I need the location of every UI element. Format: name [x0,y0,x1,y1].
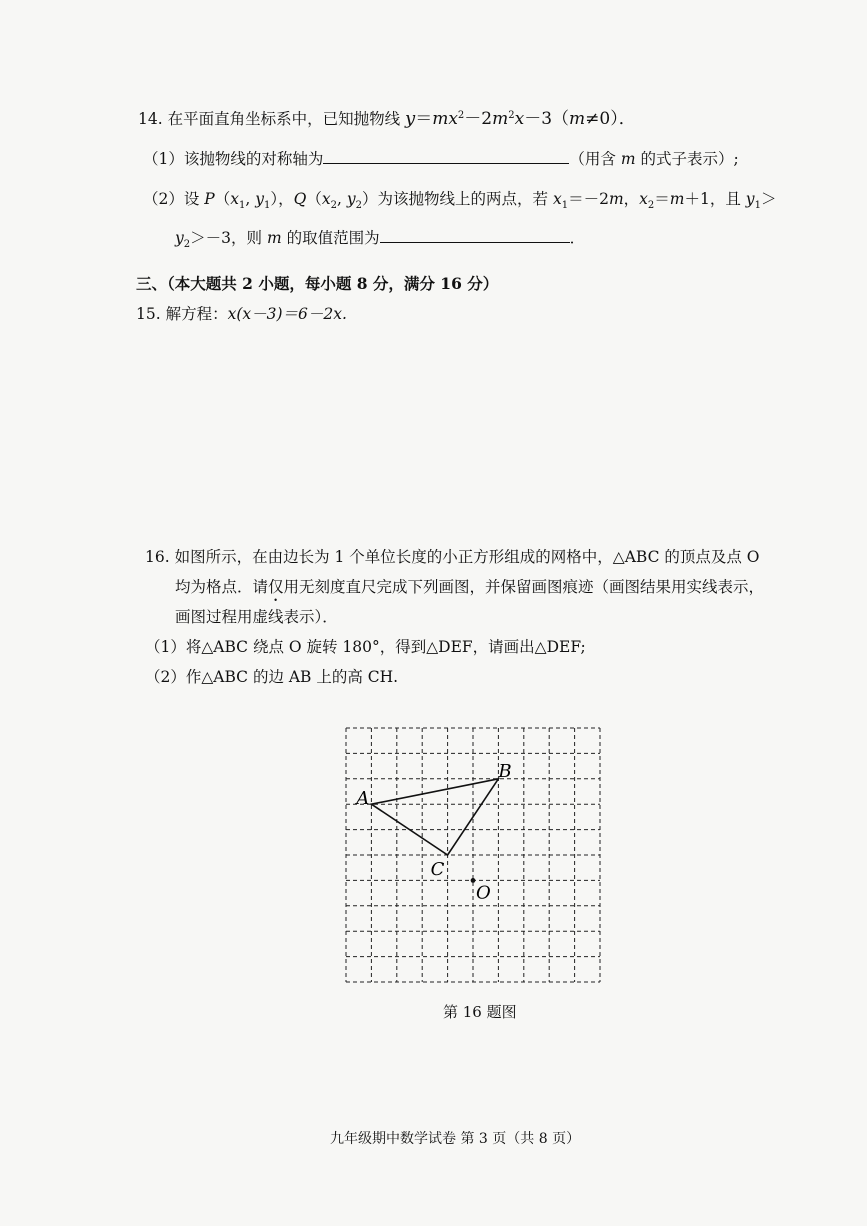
triangle-abc [371,779,498,855]
var: y [745,190,755,208]
t: ＝ [654,190,670,208]
eq-neq: ≠0）． [585,109,636,129]
q14-part1-m: m [620,150,636,168]
eq-m2: m [492,109,509,129]
q16-line1: 16. 如图所示，在由边长为 1 个单位长度的小正方形组成的网格中，△ABC 的顶点及点 O [145,548,760,566]
var: x [639,190,648,208]
point-o-dot [471,878,476,883]
t: （2）设 [143,190,205,208]
q14-part1-label: （1）该抛物线的对称轴为 [143,150,324,168]
q14-stem [138,108,636,130]
q14-part1 [143,148,739,170]
sub: 2 [355,200,362,212]
grid-lines [346,728,600,982]
section-3-title: 三、（本大题共 2 小题，每小题 8 分，满分 16 分） [136,274,499,293]
t: （ [214,190,231,208]
var: m [669,190,685,208]
t: 均为格点．请 [175,578,269,596]
sub: 2 [183,239,191,251]
sub: 1 [754,200,761,212]
q14-part1-suffix-end: 的式子表示）; [635,150,739,168]
eq-x: x [448,109,458,129]
t: （ [306,190,322,208]
point-Q: Q [293,190,307,208]
var: y [346,190,356,208]
var: m [608,190,624,208]
emphasized-char: 仅 [268,578,284,596]
eq-y: y [405,108,416,129]
q16-part1: （1）将△ABC 绕点 O 旋转 180°，得到△DEF，请画出△DEF; [145,638,586,656]
t: ）为该抛物线上的两点，若 [362,190,553,208]
t: ＞ [760,190,777,208]
point-P: P [204,190,215,208]
figure-caption: 第 16 题图 [443,1003,517,1021]
eq-sup2: 2 [508,109,515,121]
q15-equation: x(x－3)＝6－2x. [227,305,347,323]
var: x [321,190,331,208]
t: ＋1，且 [684,190,746,208]
label-a: A [356,788,370,810]
q14-part2-line2 [175,227,585,249]
label-b: B [498,760,512,782]
t: ＝－2 [568,190,609,208]
q16-line3: 画图过程用虚线表示）． [175,608,338,626]
label-o: O [476,882,491,904]
q14-part1-suffix: （用含 [569,150,621,168]
var: x [230,190,239,208]
q15 [136,303,347,325]
label-c: C [430,859,445,880]
grid-figure [340,723,606,991]
answer-blank-1[interactable] [323,149,569,164]
t: 用无刻度直尺完成下列画图，并保留画图痕迹（画图结果用实线表示， [283,578,765,596]
eq-x2: x [514,109,525,129]
q15-prefix: 15. 解方程： [136,305,228,323]
sub: 1 [561,200,569,212]
sub: 2 [647,200,655,212]
t: ＞－3，则 [190,229,267,247]
q16-part2: （2）作△ABC 的边 AB 上的高 CH. [145,668,399,686]
page-footer: 九年级期中数学试卷 第 3 页（共 8 页） [330,1131,581,1147]
eq-minus: －2 [464,109,493,129]
sub: 1 [264,200,271,212]
eq-sup: 2 [457,109,465,121]
eq-m3: m [569,109,586,129]
t: ）， [270,190,294,208]
var: y [255,190,264,208]
t: , [337,190,347,208]
sub: 2 [330,200,337,212]
t: ． [569,229,586,247]
eq-equals: ＝ [415,109,433,129]
var: y [175,229,184,247]
q14-part2-line1 [143,188,776,210]
t: , [245,190,256,208]
t: ， [623,190,640,208]
var: x [552,190,562,208]
t: 的取值范围为 [281,229,380,247]
answer-blank-2[interactable] [380,228,570,243]
eq-tail: －3（ [524,109,570,129]
q16-line2 [175,576,764,605]
eq-m: m [432,109,449,129]
q14-stem-text: 14. 在平面直角坐标系中，已知抛物线 [138,110,406,128]
var: m [266,229,282,247]
sub: 1 [239,200,246,212]
